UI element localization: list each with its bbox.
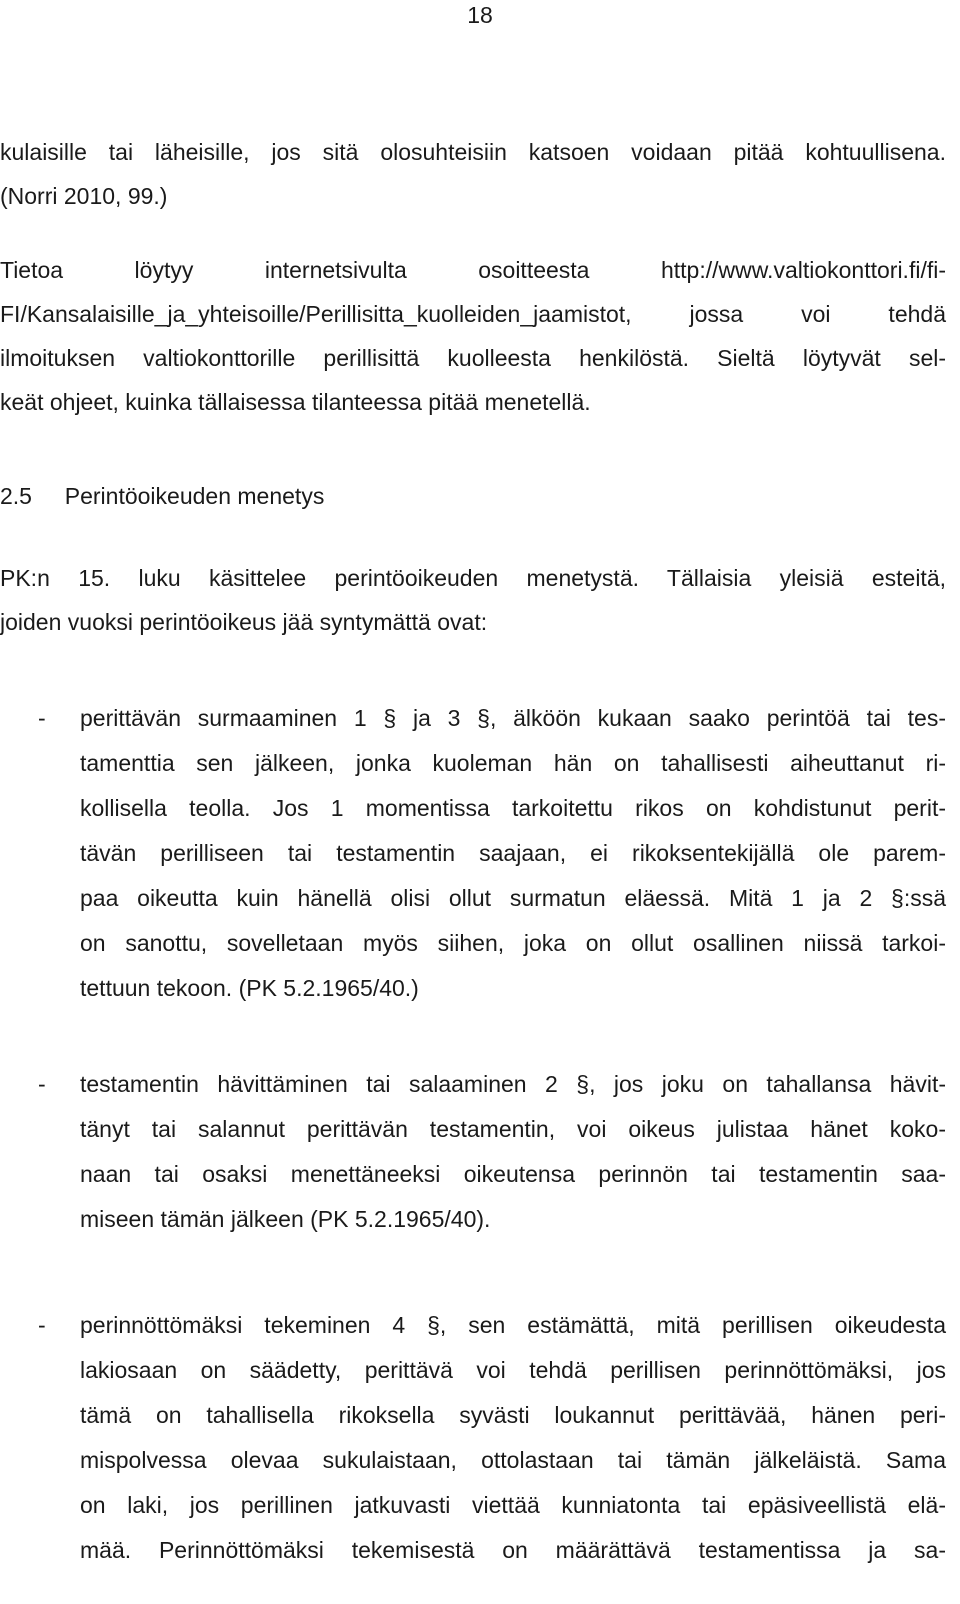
- list-item-1-line: tävän perilliseen tai testamentin saajaan, ei rikoksentekijällä ole parem-: [80, 840, 946, 866]
- info-line: ilmoituksen valtiokonttorille perillisittä kuolleesta henkilöstä. Sieltä löytyvät sel-: [0, 345, 946, 371]
- list-item-1-line: perittävän surmaaminen 1 § ja 3 §, älköön kukaan saako perintöä tai tes-: [80, 705, 946, 731]
- list-item-3-line: mää. Perinnöttömäksi tekemisestä on määrättävä testamentissa ja sa-: [80, 1537, 946, 1563]
- list-item-1-line: on sanottu, sovelletaan myös siihen, joka on ollut osallinen niissä tarkoi-: [80, 930, 946, 956]
- info-line: Tietoa löytyy internetsivulta osoitteesta http://www.valtiokonttori.fi/fi-: [0, 257, 946, 283]
- info-line: FI/Kansalaisille_ja_yhteisoille/Perillisitta_kuolleiden_jaamistot, jossa voi tehdä: [0, 301, 946, 327]
- list-item-2-line: naan tai osaksi menettäneeksi oikeutensa perinnön tai testamentin saa-: [80, 1161, 946, 1187]
- section-title: Perintöoikeuden menetys: [64, 483, 325, 509]
- list-item-2-line: miseen tämän jälkeen (PK 5.2.1965/40).: [80, 1206, 491, 1232]
- list-item-3-line: tämä on tahallisella rikoksella syvästi loukannut perittävää, hänen peri-: [80, 1402, 946, 1428]
- list-item-3-line: on laki, jos perillinen jatkuvasti viettää kunniatonta tai epäsiveellistä elä-: [80, 1492, 946, 1518]
- list-bullet: -: [38, 705, 46, 731]
- list-item-2-line: testamentin hävittäminen tai salaaminen 2 §, jos joku on tahallansa hävit-: [80, 1071, 946, 1097]
- intro-line: kulaisille tai läheisille, jos sitä olosuhteisiin katsoen voidaan pitää kohtuullisena.: [0, 139, 946, 165]
- page-number: 18: [467, 2, 493, 28]
- list-item-3-line: mispolvessa olevaa sukulaistaan, ottolastaan tai tämän jälkeläistä. Sama: [80, 1447, 946, 1473]
- list-item-1-line: tamenttia sen jälkeen, jonka kuoleman hän on tahallisesti aiheuttanut ri-: [80, 750, 946, 776]
- list-item-3-line: lakiosaan on säädetty, perittävä voi tehdä perillisen perinnöttömäksi, jos: [80, 1357, 946, 1383]
- info-line: keät ohjeet, kuinka tällaisessa tilanteessa pitää menetellä.: [0, 389, 591, 415]
- list-bullet: -: [38, 1071, 46, 1097]
- list-item-3-line: perinnöttömäksi tekeminen 4 §, sen estämättä, mitä perillisen oikeudesta: [80, 1312, 946, 1338]
- list-item-1-line: paa oikeutta kuin hänellä olisi ollut surmatun eläessä. Mitä 1 ja 2 §:ssä: [80, 885, 946, 911]
- list-bullet: -: [38, 1312, 46, 1338]
- section-number: 2.5: [0, 483, 32, 509]
- list-item-1-line: tettuun tekoon. (PK 5.2.1965/40.): [80, 975, 419, 1001]
- list-item-2-line: tänyt tai salannut perittävän testamentin, voi oikeus julistaa hänet koko-: [80, 1116, 946, 1142]
- intro-line: (Norri 2010, 99.): [0, 183, 168, 209]
- section-intro-line: PK:n 15. luku käsittelee perintöoikeuden menetystä. Tällaisia yleisiä esteitä,: [0, 565, 946, 591]
- section-intro-line: joiden vuoksi perintöoikeus jää syntymättä ovat:: [0, 609, 488, 635]
- section-heading: [0, 482, 946, 510]
- list-item-1-line: kollisella teolla. Jos 1 momentissa tarkoitettu rikos on kohdistunut perit-: [80, 795, 946, 821]
